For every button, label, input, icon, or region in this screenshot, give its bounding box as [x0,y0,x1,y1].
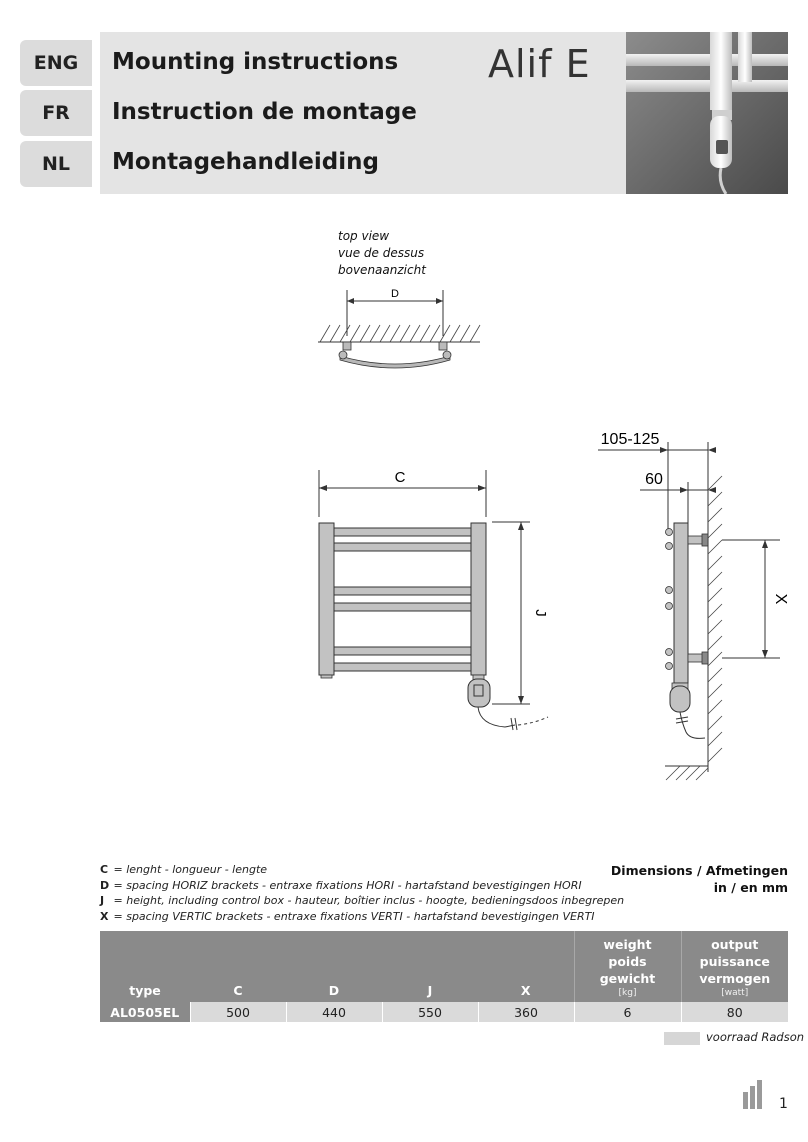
lang-tab-fr: FR [20,90,92,136]
col-header-x: X [478,931,574,1002]
col-header-weight-en: weight [603,937,652,952]
front-view-dim-c: C [394,469,406,486]
col-header-weight [574,931,681,1002]
legend-row-d: D = spacing HORIZ brackets - entraxe fixations HORI - hartafstand bevestigingen HORI [100,878,582,892]
legend-text: spacing HORIZ brackets - entraxe fixations HORI - hartafstand bevestigingen HORI [126,878,582,892]
legend-key: D [100,878,110,892]
col-header-output-unit: [watt] [721,988,749,998]
col-header-weight-fr: poids [608,954,647,969]
col-header-output-fr: puissance [699,954,770,969]
cell-d: 440 [286,1002,382,1022]
side-view-dim-outer: 105-125 [600,431,660,448]
legend-text: spacing VERTIC brackets - entraxe fixations VERTI - hartafstand bevestigingen VERTI [126,909,595,923]
legend-key: X [100,909,109,923]
table-row [100,1002,788,1022]
cell-c: 500 [190,1002,286,1022]
col-header-output-nl: vermogen [699,971,771,986]
stock-legend: voorraad Radson [706,1030,805,1044]
side-view-dim-x: X [772,593,789,605]
product-photo [626,32,788,194]
legend-text: height, including control box - hauteur, boîtier inclus - hoogte, bedieningsdoos inbegrepen [126,894,625,907]
col-header-output [681,931,788,1002]
brand-logo-icon [742,1078,770,1110]
page-number: 1 [779,1096,788,1112]
title-nl: Montagehandleiding [112,149,379,175]
top-view-label-en: top view [338,229,390,243]
col-header-j: J [382,931,478,1002]
top-view-drawing [310,280,490,380]
lang-tab-nl: NL [20,141,92,187]
col-header-d: D [286,931,382,1002]
cell-j: 550 [382,1002,478,1022]
col-header-c: C [190,931,286,1002]
title-fr: Instruction de montage [112,99,417,125]
top-view-label-fr: vue de dessus [338,246,425,260]
front-view-drawing [300,455,560,745]
legend-row-j: J = height, including control box - hauteur, boîtier inclus - hoogte, bedieningsdoos inbegrepen [100,894,625,907]
col-header-weight-unit: [kg] [618,988,637,998]
cell-x: 360 [478,1002,574,1022]
col-header-output-en: output [711,937,759,952]
legend-key: C [100,863,109,876]
dimensions-note [611,862,788,896]
col-header-weight-nl: gewicht [599,971,656,986]
stock-swatch [664,1032,700,1045]
col-header-type: type [100,931,190,1002]
side-view-dim-inner: 60 [645,471,663,488]
cell-output: 80 [681,1002,788,1022]
top-view-labels [338,228,426,279]
front-view-dim-j: J [532,609,549,617]
dimensions-table [100,931,788,1022]
legend-text: lenght - longueur - lengte [126,863,268,876]
cell-type: AL0505EL [100,1002,190,1022]
top-view-label-nl: bovenaanzicht [338,263,426,277]
legend [100,862,624,924]
product-name: Alif E [488,42,591,86]
title-eng: Mounting instructions [112,49,399,75]
lang-tab-eng: ENG [20,40,92,86]
top-view-dim-d: D [391,288,399,300]
cell-weight: 6 [574,1002,681,1022]
legend-key: J [100,894,105,907]
dimensions-note-line1: Dimensions / Afmetingen [610,863,788,878]
table-header-row [100,931,788,1002]
side-view-drawing [590,420,795,800]
dimensions-note-line2: in / en mm [713,880,788,895]
legend-row-x: X = spacing VERTIC brackets - entraxe fixations VERTI - hartafstand bevestigingen VERTI [100,909,595,923]
legend-row-c: C = lenght - longueur - lengte [100,863,268,876]
